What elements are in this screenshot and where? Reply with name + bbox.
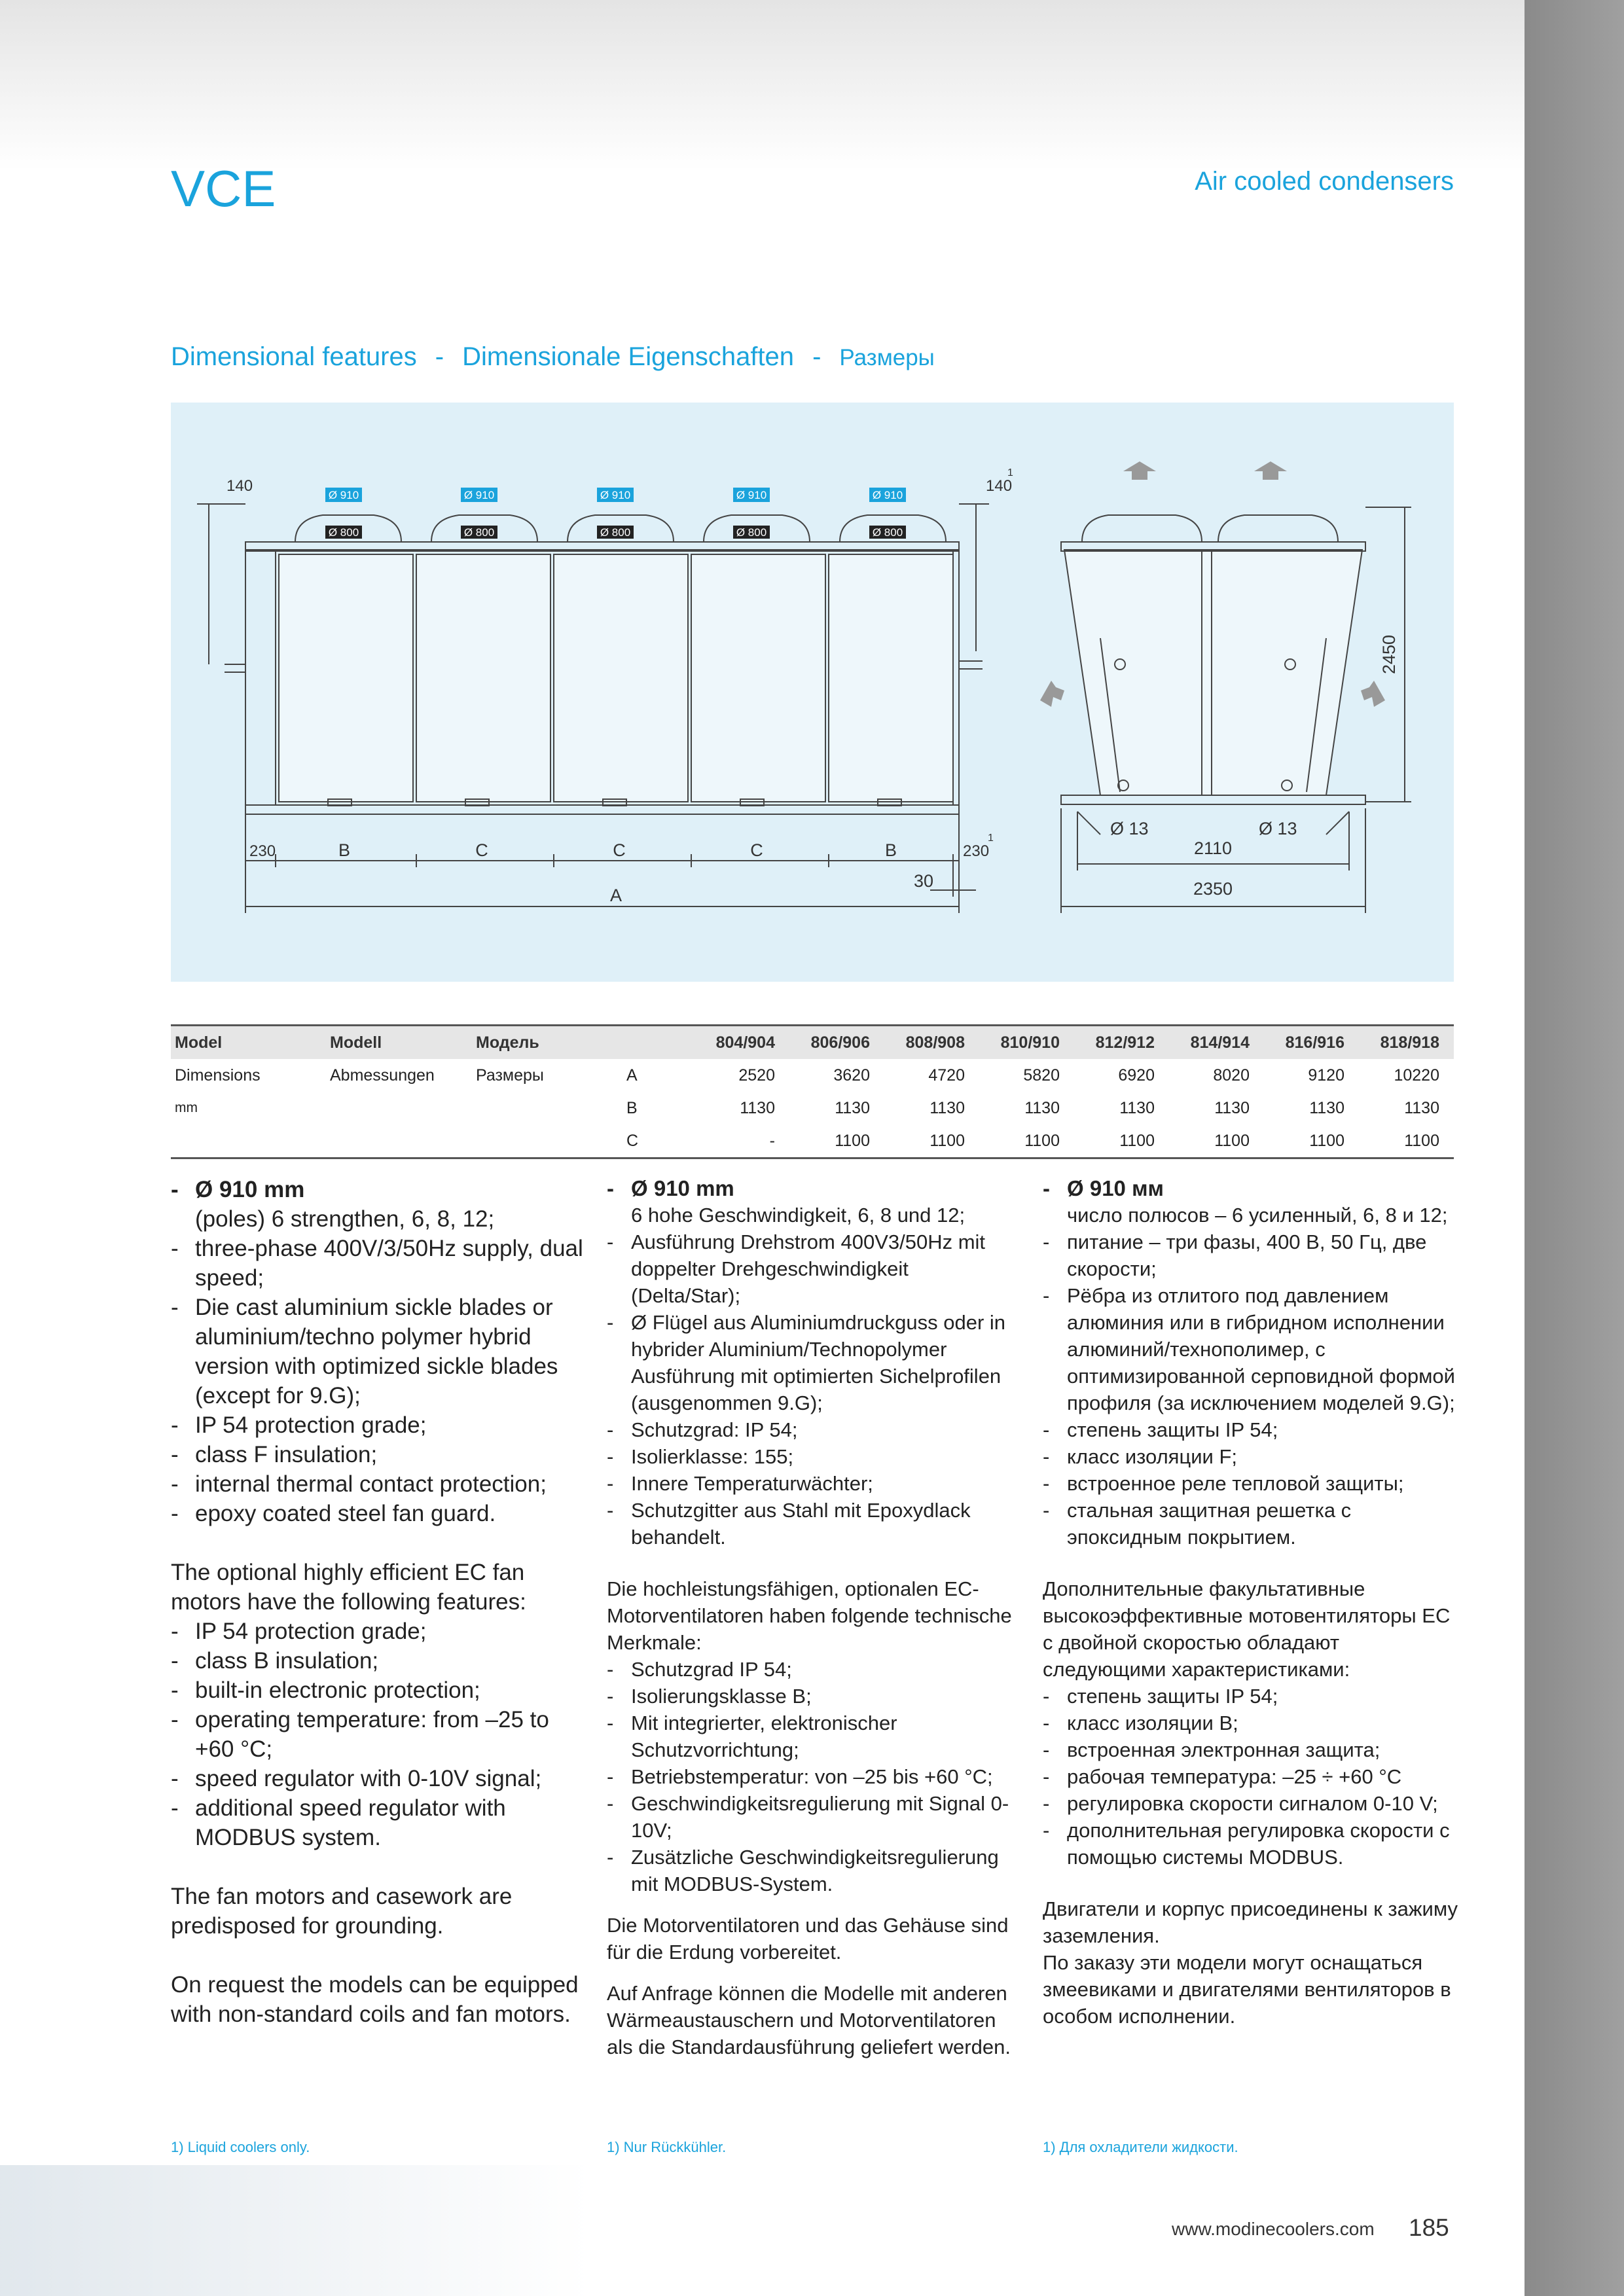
- text-column-ru: [1043, 1175, 1462, 2030]
- footnote-ru: 1) Для охладители жидкости.: [1043, 2139, 1238, 2155]
- row-label-en: Dimensions: [175, 1066, 261, 1085]
- list-item: - Ausführung Drehstrom 400V3/50Hz mit doppelter Drehgeschwindigkeit (Delta/Star);: [607, 1229, 1019, 1309]
- page-sidebar: [1525, 0, 1624, 2296]
- model-column: 816/916: [1285, 1033, 1344, 1052]
- list-item: - operating temperature: from –25 to +60 °C;: [171, 1705, 583, 1764]
- dimensions-table: [171, 1024, 1454, 1159]
- header-model-en: Model: [175, 1033, 223, 1052]
- table-cell: 1100: [929, 1131, 965, 1150]
- dim-230-right: 230: [963, 842, 990, 860]
- technical-drawing: [171, 403, 1454, 982]
- hole-label-right: Ø 13: [1259, 819, 1297, 838]
- fan-inner-label: Ø 800: [872, 526, 903, 539]
- footer-background: [0, 2165, 589, 2296]
- unit-label: mm: [175, 1100, 198, 1115]
- hole-label-left: Ø 13: [1110, 819, 1149, 838]
- dim-label-B: B: [884, 840, 897, 860]
- section-separator: -: [812, 342, 821, 371]
- dim-230-left: 230: [249, 842, 276, 860]
- list-item: - IP 54 protection grade;: [171, 1617, 583, 1646]
- list-item: - Schutzgitter aus Stahl mit Epoxydlack behandelt.: [607, 1497, 1019, 1551]
- fan-diameter-label: Ø 910: [328, 489, 359, 501]
- list-item: - Isolierklasse: 155;: [607, 1443, 1019, 1470]
- dim-height: 2450: [1379, 634, 1399, 675]
- list-item: - Geschwindigkeitsregulierung mit Signal 0-10V;: [607, 1790, 1019, 1844]
- footnote-mark: 1: [988, 833, 994, 844]
- list-item: - Betriebstemperatur: von –25 bis +60 °C;: [607, 1763, 1019, 1790]
- product-category: Air cooled condensers: [1195, 167, 1454, 196]
- fan-title: - Ø 910 mm: [171, 1175, 583, 1204]
- table-cell: 6920: [1118, 1066, 1155, 1085]
- website-link[interactable]: www.modinecoolers.com: [1172, 2219, 1375, 2239]
- table-cell: 1130: [929, 1098, 965, 1117]
- list-item: - Schutzgrad: IP 54;: [607, 1416, 1019, 1443]
- table-cell: 1130: [1309, 1098, 1344, 1117]
- fan-inner-label: Ø 800: [328, 526, 359, 539]
- fan-inner-label: Ø 800: [736, 526, 767, 539]
- fan-poles: (poles) 6 strengthen, 6, 8, 12;: [195, 1206, 495, 1232]
- feature-list: [607, 1175, 1019, 1202]
- table-cell: 1130: [1214, 1098, 1250, 1117]
- dimension-drawing: [171, 403, 1454, 982]
- list-item: - класс изоляции F;: [1043, 1443, 1462, 1470]
- footnote-mark: 1: [1007, 467, 1013, 478]
- fan-title: - Ø 910 мм: [1043, 1175, 1462, 1202]
- list-item: - рабочая температура: –25 ÷ +60 °C: [1043, 1763, 1462, 1790]
- table-cell: 1100: [1309, 1131, 1344, 1150]
- list-item: - Zusätzliche Geschwindigkeitsregulierung mit MODBUS-System.: [607, 1844, 1019, 1897]
- table-cell: 1100: [1214, 1131, 1250, 1150]
- table-cell: 1130: [835, 1098, 870, 1117]
- feature-list: [171, 1234, 583, 1528]
- feature-list: [607, 1229, 1019, 1551]
- footnote-de: 1) Nur Rückkühler.: [607, 2139, 727, 2155]
- side-view-base: [1061, 795, 1365, 804]
- section-title-en: Dimensional features: [171, 342, 417, 371]
- list-item: - Ø Flügel aus Aluminiumdruckguss oder in hybrider Aluminium/Technopolymer Ausführung mit optimierten Sichelprofilen (ausgenommen 9.G);: [607, 1309, 1019, 1416]
- table-cell: 10220: [1394, 1066, 1439, 1085]
- model-column: 804/904: [715, 1033, 775, 1052]
- list-item: - регулировка скорости сигналом 0-10 V;: [1043, 1790, 1462, 1817]
- list-item: - питание – три фазы, 400 В, 50 Гц, две скорости;: [1043, 1229, 1462, 1282]
- list-item: - дополнительная регулировка скорости с помощью системы MODBUS.: [1043, 1817, 1462, 1871]
- list-item: - Isolierungsklasse B;: [607, 1683, 1019, 1710]
- fan-poles: число полюсов – 6 усиленный, 6, 8 и 12;: [1067, 1204, 1448, 1227]
- ec-feature-list: [607, 1656, 1019, 1897]
- table-cell: 3620: [833, 1066, 870, 1085]
- list-item: - speed regulator with 0-10V signal;: [171, 1764, 583, 1793]
- dim-base-outer: 2350: [1193, 879, 1233, 899]
- fan-panel: [554, 554, 688, 802]
- dim-label-C: C: [613, 840, 626, 860]
- dim-label-A: A: [609, 886, 623, 905]
- feature-list: [171, 1175, 583, 1204]
- feature-list: [1043, 1175, 1462, 1202]
- dim-140-right: 140: [986, 477, 1013, 495]
- table-cell: 1100: [1404, 1131, 1439, 1150]
- dim-label-C: C: [475, 840, 488, 860]
- list-item: - internal thermal contact protection;: [171, 1469, 583, 1499]
- dim-base-inner: 2110: [1193, 838, 1233, 858]
- list-item: - встроенное реле тепловой защиты;: [1043, 1470, 1462, 1497]
- list-item: - Рёбра из отлитого под давлением алюминия или в гибридном исполнении алюминий/технополимер, с оптимизированной серповидной формой профиля (за исключением моделей 9.G);: [1043, 1282, 1462, 1416]
- header-spacer: [623, 1026, 695, 1060]
- table-header-row: [171, 1026, 1454, 1060]
- list-item: - Innere Temperaturwächter;: [607, 1470, 1019, 1497]
- table-cell: 1100: [1119, 1131, 1155, 1150]
- table-cell: 1130: [1119, 1098, 1155, 1117]
- fan-inner-label: Ø 800: [600, 526, 631, 539]
- request-note: On request the models can be equipped with non-standard coils and fan motors.: [171, 1972, 579, 2027]
- fan-labels: [325, 488, 906, 539]
- feature-list: [1043, 1229, 1462, 1551]
- request-note: По заказу эти модели могут оснащаться змеевиками и двигателями вентиляторов в особом исполнении.: [1043, 1951, 1451, 2028]
- airflow-arrow-icon: [1040, 681, 1064, 707]
- list-item: - additional speed regulator with MODBUS system.: [171, 1793, 583, 1852]
- list-item: - Die cast aluminium sickle blades or aluminium/techno polymer hybrid version with optimized sickle blades (except for 9.G);: [171, 1293, 583, 1410]
- grounding-note: Двигатели и корпус присоединены к зажиму заземления.: [1043, 1897, 1458, 1947]
- dim-label-B: B: [338, 840, 351, 860]
- model-column: 808/908: [905, 1033, 965, 1052]
- row-key: C: [626, 1131, 639, 1150]
- fan-panel: [279, 554, 413, 802]
- table-cell: 2520: [738, 1066, 775, 1085]
- fan-guard: [1082, 515, 1202, 542]
- list-item: - Schutzgrad IP 54;: [607, 1656, 1019, 1683]
- dim-140-left: 140: [226, 477, 253, 495]
- footnote-en: 1) Liquid coolers only.: [171, 2139, 310, 2155]
- list-item: - степень защиты IP 54;: [1043, 1416, 1462, 1443]
- header-model-ru: Модель: [476, 1033, 539, 1052]
- list-item: - степень защиты IP 54;: [1043, 1683, 1462, 1710]
- row-key: B: [626, 1098, 638, 1117]
- model-column: 806/906: [810, 1033, 870, 1052]
- table-cell: 1130: [740, 1098, 775, 1117]
- section-heading: [171, 342, 935, 372]
- list-item: - IP 54 protection grade;: [171, 1410, 583, 1440]
- table-cell: -: [769, 1131, 775, 1150]
- ec-intro: The optional highly efficient EC fan motors have the following features:: [171, 1560, 526, 1615]
- table-cell: 1130: [1024, 1098, 1060, 1117]
- model-column: 814/914: [1190, 1033, 1250, 1052]
- section-separator: -: [435, 342, 444, 371]
- table-row: [171, 1124, 1454, 1158]
- list-item: - built-in electronic protection;: [171, 1676, 583, 1705]
- airflow-arrow-icon: [1254, 461, 1287, 480]
- fan-diameter-label: Ø 910: [463, 489, 495, 501]
- ec-feature-list: [171, 1617, 583, 1852]
- table-cell: 1130: [1404, 1098, 1439, 1117]
- row-label-ru: Размеры: [476, 1066, 544, 1085]
- page-number: 185: [1409, 2214, 1449, 2241]
- list-item: - epoxy coated steel fan guard.: [171, 1499, 583, 1528]
- list-item: - class B insulation;: [171, 1646, 583, 1676]
- side-view-casing: [1064, 550, 1362, 795]
- request-note: Auf Anfrage können die Modelle mit anderen Wärmeaustauschern und Motorventilatoren als die Standardausführung geliefert werden.: [607, 1982, 1011, 2058]
- list-item: - three-phase 400V/3/50Hz supply, dual speed;: [171, 1234, 583, 1293]
- text-column-de: [607, 1175, 1019, 2060]
- airflow-arrow-icon: [1361, 681, 1385, 707]
- table-cell: 5820: [1023, 1066, 1060, 1085]
- header-background: [0, 0, 1525, 170]
- table-row: [171, 1092, 1454, 1124]
- table-cell: 1100: [835, 1131, 870, 1150]
- fan-panel: [416, 554, 550, 802]
- ec-intro: Дополнительные факультативные высокоэффективные мотовентиляторы EC с двойной скоростью обладают следующими характеристиками:: [1043, 1577, 1451, 1681]
- grounding-note: The fan motors and casework are predisposed for grounding.: [171, 1884, 513, 1939]
- model-column: 812/912: [1095, 1033, 1155, 1052]
- fan-panel: [829, 554, 953, 802]
- fan-diameter-label: Ø 910: [600, 489, 631, 501]
- fan-poles: 6 hohe Geschwindigkeit, 6, 8 und 12;: [631, 1204, 965, 1227]
- table-cell: 8020: [1213, 1066, 1250, 1085]
- list-item: - Mit integrierter, elektronischer Schutzvorrichtung;: [607, 1710, 1019, 1763]
- fan-title: - Ø 910 mm: [607, 1175, 1019, 1202]
- table-cell: 1100: [1024, 1131, 1060, 1150]
- header-model-de: Modell: [330, 1033, 382, 1052]
- table-row: [171, 1059, 1454, 1092]
- table-cell: 4720: [928, 1066, 965, 1085]
- grounding-note: Die Motorventilatoren und das Gehäuse sind für die Erdung vorbereitet.: [607, 1914, 1009, 1964]
- model-column: 810/910: [1000, 1033, 1060, 1052]
- fan-diameter-label: Ø 910: [736, 489, 767, 501]
- airflow-arrow-icon: [1123, 461, 1156, 480]
- fan-panel: [691, 554, 825, 802]
- dim-label-C: C: [750, 840, 763, 860]
- list-item: - класс изоляции B;: [1043, 1710, 1462, 1736]
- section-title-de: Dimensionale Eigenschaften: [462, 342, 795, 371]
- list-item: - встроенная электронная защита;: [1043, 1736, 1462, 1763]
- table-cell: 9120: [1308, 1066, 1344, 1085]
- dim-30: 30: [913, 871, 934, 891]
- page-title: VCE: [171, 160, 276, 217]
- section-title-ru: Размеры: [839, 345, 935, 370]
- fan-guard: [1218, 515, 1338, 542]
- row-label-de: Abmessungen: [330, 1066, 435, 1085]
- model-column: 818/918: [1380, 1033, 1439, 1052]
- fan-inner-label: Ø 800: [463, 526, 495, 539]
- ec-intro: Die hochleistungsfähigen, optionalen EC-Motorventilatoren haben folgende technische Merkmale:: [607, 1577, 1012, 1654]
- text-column-en: [171, 1175, 583, 2029]
- list-item: - class F insulation;: [171, 1440, 583, 1469]
- row-key: A: [626, 1066, 638, 1085]
- list-item: - стальная защитная решетка с эпоксидным покрытием.: [1043, 1497, 1462, 1551]
- fan-diameter-label: Ø 910: [872, 489, 903, 501]
- ec-feature-list: [1043, 1683, 1462, 1871]
